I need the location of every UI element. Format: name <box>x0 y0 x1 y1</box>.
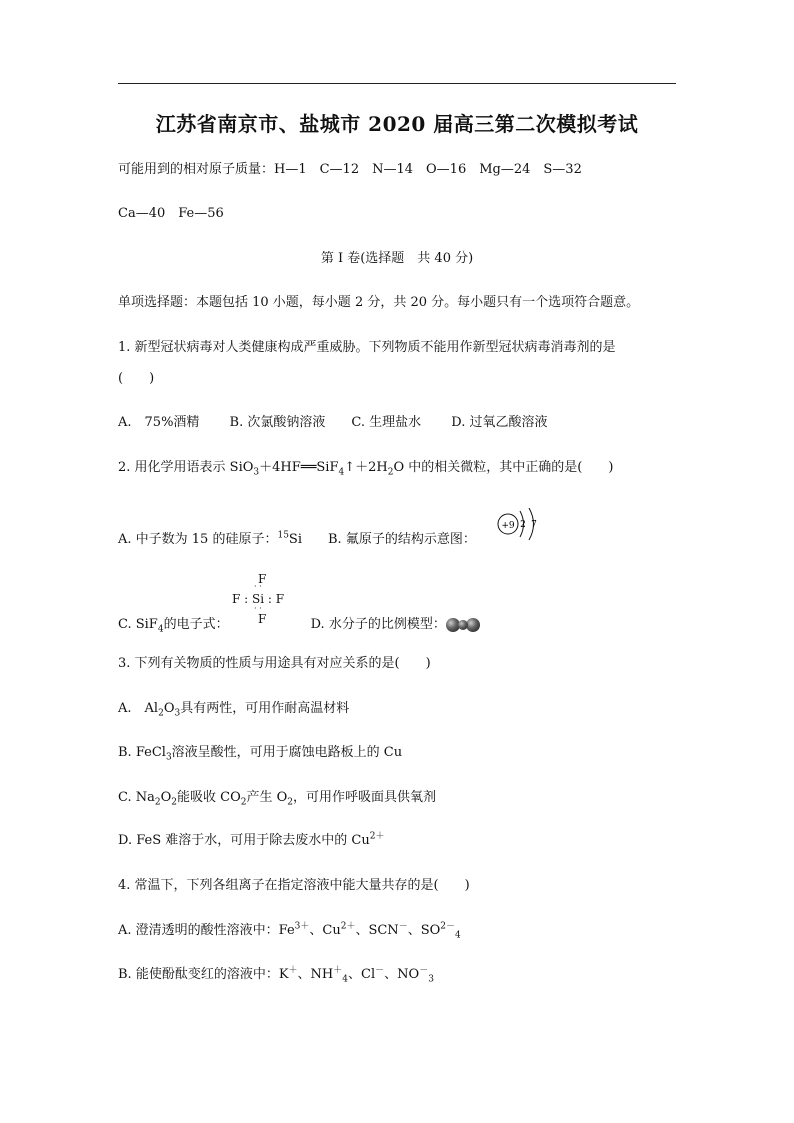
q2-optC-a: C. SiF <box>118 617 158 632</box>
q2-optD: D. 水分子的比例模型： <box>310 617 446 632</box>
q4-b-sub4: 3 <box>428 974 434 985</box>
fluorine-atom-diagram <box>496 508 546 548</box>
header-rule <box>118 83 676 84</box>
q3-a-sub2: 3 <box>174 708 181 719</box>
q4-a-sub4: 4 <box>455 930 461 941</box>
q3-optA <box>118 700 349 718</box>
q4-b-sub2: 4 <box>342 974 349 985</box>
q4-b-sup1: ＋ <box>288 965 298 976</box>
q4-b-sup3: － <box>375 965 385 976</box>
q4-optA <box>118 922 461 940</box>
q3-c-mid: O <box>160 790 172 805</box>
q3-optC <box>118 789 436 807</box>
lewis-middle: F : Si : F <box>232 592 285 606</box>
lewis-bottom-dots: · · <box>254 604 262 613</box>
q3-a-mid: O <box>163 701 175 716</box>
atomic-mass-line1: 可能用到的相对原子质量：H—1 C—12 N—14 O—16 Mg—24 S—32 <box>118 162 582 177</box>
q3-c-post: ，可用作呼吸面具供氧剂 <box>293 790 437 805</box>
q3-c-pre: C. Na <box>118 790 155 805</box>
q2-optC-b: 的电子式： <box>163 617 229 632</box>
q4-b-sup2: ＋ <box>333 965 343 976</box>
q2-optC-sub: 4 <box>157 624 164 635</box>
q2-stem-b: ＋4HF══SiF <box>259 460 339 475</box>
q3-a-sub1: 2 <box>158 708 164 719</box>
lewis-bottom-f: F <box>258 612 267 626</box>
q4-a-m3: 、SO <box>407 923 441 938</box>
q3-c-mid3: 产生 O <box>246 790 288 805</box>
q2-stem-d: O 中的相关微粒，其中正确的是( ) <box>393 460 614 475</box>
q2-stem <box>118 459 613 477</box>
nucleus-charge: +9 <box>501 521 515 531</box>
q1-paren: ( ) <box>118 371 155 386</box>
q4-a-sup2: 2＋ <box>340 921 356 932</box>
q3-c-sub4: 2 <box>287 797 294 808</box>
q3-optB <box>118 744 402 762</box>
q3-a-pre: A. Al <box>118 701 159 716</box>
q3-a-post: 具有两性，可用作耐高温材料 <box>180 701 350 716</box>
q4-a-m1: 、Cu <box>309 923 341 938</box>
q2-sub4: 4 <box>338 467 345 478</box>
q2-optA-iso-mass: 15 <box>277 530 289 541</box>
shell1-count: 2 <box>520 520 526 530</box>
q4-optB <box>118 966 434 984</box>
shell2-count: 7 <box>531 520 537 530</box>
q4-b-m1: 、NH <box>297 967 334 982</box>
q3-stem: 3. 下列有关物质的性质与用途具有对应关系的是( ) <box>118 656 431 671</box>
q3-b-pre: B. FeCl <box>118 745 166 760</box>
q2-options-cd <box>118 616 480 634</box>
q4-a-sup3: － <box>398 921 408 932</box>
q4-b-pre: B. 能使酚酞变红的溶液中：K <box>118 967 289 982</box>
q4-a-sup1: 3＋ <box>294 921 310 932</box>
q4-stem: 4. 常温下，下列各组离子在指定溶液中能大量共存的是( ) <box>118 878 470 893</box>
q4-b-m2: 、Cl <box>348 967 376 982</box>
q4-a-sup4: 2－ <box>440 921 456 932</box>
water-model-o-right <box>466 618 480 632</box>
q3-d-sup: 2＋ <box>369 831 385 842</box>
section-title: 第 I 卷(选择题 共 40 分) <box>320 251 474 266</box>
page-title: 江苏省南京市、盐城市 2020 届高三第二次模拟考试 <box>155 112 639 136</box>
q2-options-ab <box>118 531 476 549</box>
q3-c-sub2: 2 <box>171 797 178 808</box>
q1-stem: 1. 新型冠状病毒对人类健康构成严重威胁。下列物质不能用作新型冠状病毒消毒剂的是 <box>118 340 616 355</box>
q4-b-sup4: － <box>419 965 429 976</box>
q3-b-post: 溶液呈酸性，可用于腐蚀电路板上的 Cu <box>171 745 403 760</box>
q2-sub2: 2 <box>387 467 394 478</box>
q2-optB: B. 氟原子的结构示意图： <box>328 532 476 547</box>
q4-a-m2: 、SCN <box>355 923 399 938</box>
q2-stem-c: ↑＋2H <box>344 460 388 475</box>
lewis-top-f: F <box>258 572 267 586</box>
q2-sub3: 3 <box>253 467 260 478</box>
q3-c-mid2: 能吸收 CO <box>177 790 241 805</box>
q3-c-sub1: 2 <box>154 797 161 808</box>
q2-stem-a: 2. 用化学用语表示 SiO <box>118 460 254 475</box>
atomic-mass-line2: Ca—40 Fe—56 <box>118 206 224 221</box>
q1-options: A. 75%酒精 B. 次氯酸钠溶液 C. 生理盐水 D. 过氧乙酸溶液 <box>118 415 548 430</box>
q4-a-pre: A. 澄清透明的酸性溶液中：Fe <box>118 923 295 938</box>
lewis-top-dots: · · <box>254 582 262 591</box>
q3-c-sub3: 2 <box>240 797 247 808</box>
q3-d-pre: D. FeS 难溶于水，可用于除去废水中的 Cu <box>118 833 370 848</box>
water-model-h <box>458 620 468 630</box>
q3-b-sub: 3 <box>165 752 172 763</box>
instructions: 单项选择题：本题包括 10 小题，每小题 2 分，共 20 分。每小题只有一个选项符合题意。 <box>118 295 640 310</box>
q2-optA: A. 中子数为 15 的硅原子： <box>118 532 278 547</box>
q4-b-m3: 、NO <box>384 967 420 982</box>
q3-optD <box>118 832 384 850</box>
q2-optA-iso-sym: Si <box>288 532 302 547</box>
